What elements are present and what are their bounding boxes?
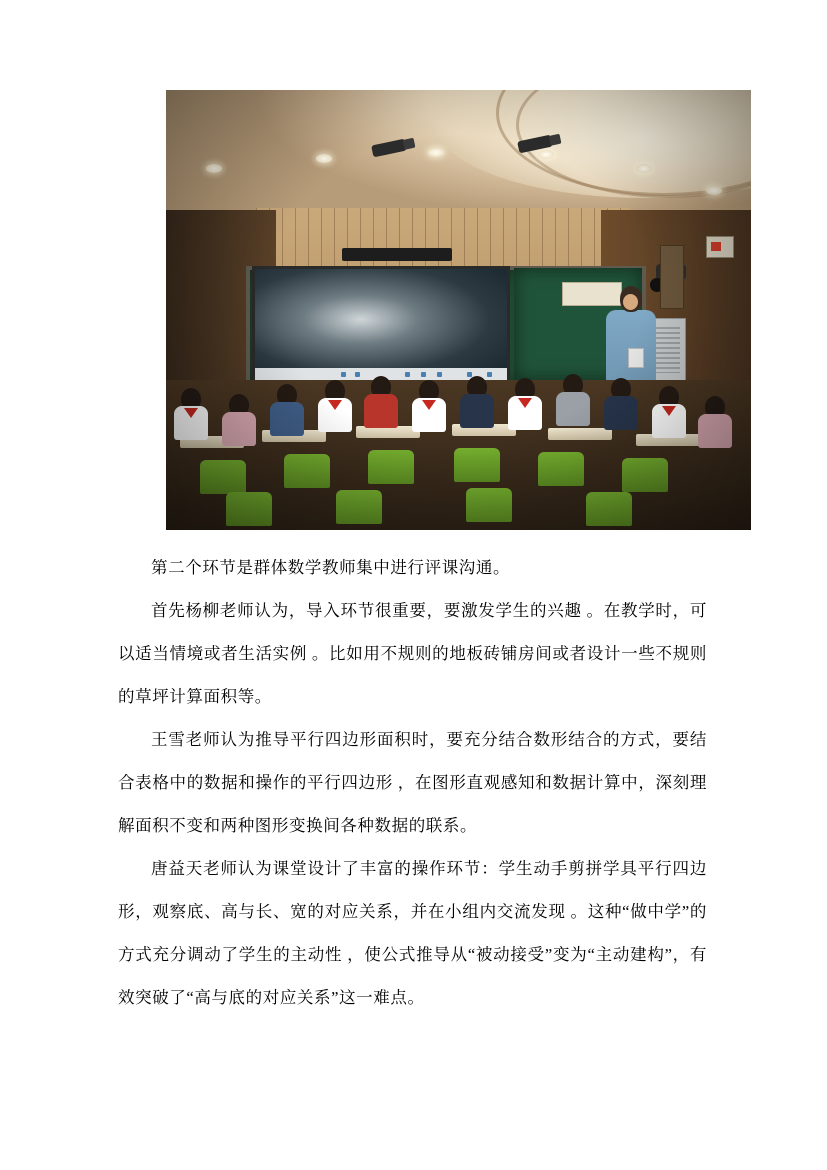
exit-sign — [706, 236, 734, 258]
paragraph-3: 唐益天老师认为课堂设计了丰富的操作环节：学生动手剪拼学具平行四边形，观察底、高与长、宽的对应关系，并在小组内交流发现 。这种“做中学”的方式充分调动了学生的主动性 ，使公式推导从“被动接受”变为“主动建构”，有效突破了“高与底的对应关系”这一难点。 — [118, 859, 707, 1007]
downlight-icon — [538, 150, 554, 159]
chair — [538, 452, 584, 486]
paragraph-1: 首先杨柳老师认为，导入环节很重要，要激发学生的兴趣 。在教学时，可以适当情境或者生活实例 。比如用不规则的地板砖铺房间或者设计一些不规则的草坪计算面积等。 — [118, 601, 707, 706]
chair — [200, 460, 246, 494]
students-area — [166, 350, 751, 530]
student — [652, 386, 686, 436]
chair — [368, 450, 414, 484]
paragraph-2: 王雪老师认为推导平行四边形面积时，要充分结合数形结合的方式，要结合表格中的数据和操作的平行四边形 ，在图形直观感知和数据计算中，深刻理解面积不变和两种图形变换间各种数据的联系。 — [118, 730, 707, 835]
photo-scene — [166, 90, 751, 530]
chair — [454, 448, 500, 482]
downlight-icon — [206, 164, 222, 173]
chair — [466, 488, 512, 522]
student — [364, 376, 398, 426]
student-torso — [364, 394, 398, 428]
student-torso — [698, 414, 732, 448]
student — [604, 378, 638, 428]
ceiling — [166, 90, 751, 220]
chair — [336, 490, 382, 524]
student-torso — [604, 396, 638, 430]
student — [460, 376, 494, 426]
student — [222, 394, 256, 444]
teacher-face — [623, 294, 638, 310]
chair — [586, 492, 632, 526]
student-torso — [270, 402, 304, 436]
student — [174, 388, 208, 438]
desk — [548, 428, 612, 440]
classroom-photo — [166, 90, 751, 530]
student — [698, 396, 732, 446]
chair — [226, 492, 272, 526]
soundbar — [342, 248, 452, 261]
downlight-icon — [706, 186, 722, 195]
student-torso — [556, 392, 590, 426]
student — [508, 378, 542, 428]
student-torso — [460, 394, 494, 428]
downlight-icon — [636, 164, 652, 173]
board-note-card — [562, 282, 622, 306]
student — [412, 380, 446, 430]
chair — [622, 458, 668, 492]
downlight-icon — [428, 148, 444, 157]
student-torso — [222, 412, 256, 446]
student — [318, 380, 352, 430]
student — [270, 384, 304, 434]
chair — [284, 454, 330, 488]
wall-speaker — [660, 245, 684, 309]
document-body — [118, 546, 707, 1019]
figure-caption: 第二个环节是群体数学教师集中进行评课沟通。 — [151, 558, 511, 577]
student — [556, 374, 590, 424]
downlight-icon — [316, 154, 332, 163]
